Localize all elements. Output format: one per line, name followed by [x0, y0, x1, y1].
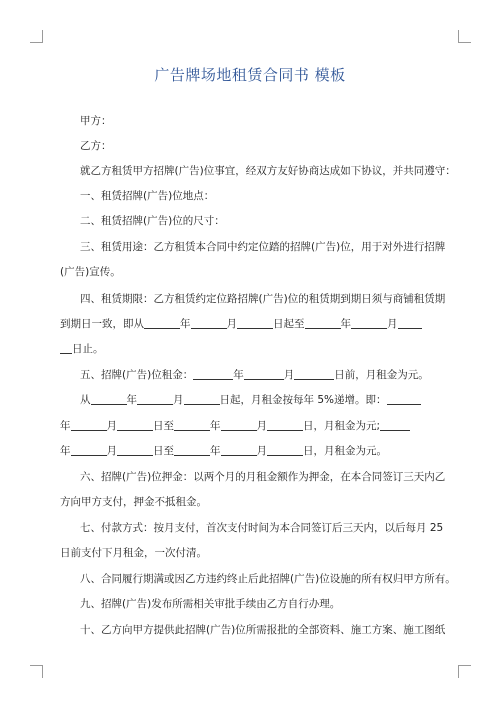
text-segment: 年 [233, 369, 244, 381]
text-segment: 年 [340, 318, 351, 330]
blank-field [267, 419, 303, 431]
text-segment: 日起，月租金按每年 5%递增。即： [219, 394, 387, 406]
rent-schedule-row-2 [60, 419, 410, 433]
blank-field [398, 317, 422, 329]
blank-field [380, 419, 410, 431]
blank-field [117, 419, 153, 431]
rent-schedule-row-3 [60, 444, 387, 458]
clause-10: 十、乙方向甲方提供此招牌(广告)位所需报批的全部资料、施工方案、施工图纸 [80, 624, 446, 636]
blank-field [71, 444, 107, 456]
blank-field [193, 368, 233, 380]
text-segment: 月 [256, 420, 267, 432]
corner-mark-bottom-left [30, 665, 43, 678]
text-segment: 日起至 [273, 318, 305, 330]
text-segment: 日至 [153, 420, 174, 432]
blank-field [267, 444, 303, 456]
text-segment: 日，月租金为元。 [303, 445, 387, 457]
text-segment: 月 [226, 318, 237, 330]
blank-field [221, 444, 257, 456]
blank-field [351, 317, 387, 329]
blank-field [244, 368, 284, 380]
text-segment: 年 [60, 420, 71, 432]
corner-mark-top-right [458, 30, 471, 43]
clause-6-line-2: 方向甲方支付，押金不抵租金。 [60, 496, 207, 508]
text-segment: 日止。 [72, 343, 104, 355]
corner-mark-bottom-right [458, 665, 471, 678]
text-segment: 年 [210, 445, 221, 457]
clause-7-line-2: 日前支付下月租金，一次付清。 [60, 547, 207, 559]
text-segment: 月 [387, 318, 398, 330]
text-segment: 日，月租金为元; [303, 420, 381, 432]
document-title: 广告牌场地租赁合同书 模板 [154, 66, 346, 84]
blank-field [387, 393, 421, 405]
clause-4-line-3 [60, 342, 104, 356]
clause-2: 二、租赁招牌(广告)位的尺寸： [80, 215, 225, 227]
party-a-line: 甲方： [80, 115, 112, 127]
blank-field [237, 317, 273, 329]
text-segment: 年 [60, 445, 71, 457]
blank-field [305, 317, 341, 329]
blank-field [60, 342, 72, 354]
text-segment: 五、招牌(广告)位租金： [80, 369, 194, 381]
clause-4-line-1: 四、租赁期限：乙方租赁约定位路招牌(广告)位的租赁期到期日须与商铺租赁期 [80, 293, 446, 305]
clause-7-line-1: 七、付款方式：按月支付，首次支付时间为本合同签订后三天内，以后每月 25 [80, 522, 444, 534]
clause-1: 一、租赁招牌(广告)位地点： [80, 190, 215, 202]
clause-3-line-1: 三、租赁用途：乙方租赁本合同中约定位踏的招牌(广告)位，用于对外进行招牌 [80, 241, 446, 253]
clause-5-line-1 [80, 368, 429, 382]
text-segment: 月 [256, 445, 267, 457]
blank-field [294, 368, 334, 380]
blank-field [184, 393, 220, 405]
text-segment: 日前，月租金为元。 [334, 369, 429, 381]
text-segment: 月 [106, 420, 117, 432]
blank-field [221, 419, 257, 431]
blank-field [174, 419, 210, 431]
clause-4-line-2 [60, 317, 422, 331]
corner-mark-top-left [30, 30, 43, 43]
clause-8: 八、合同履行期满或因乙方违约终止后此招牌(广告)位设施的所有权归甲方所有。 [80, 573, 456, 585]
text-segment: 到期日一致，即从 [60, 318, 144, 330]
text-segment: 日至 [153, 445, 174, 457]
text-segment: 从 [80, 394, 91, 406]
text-segment: 年 [180, 318, 191, 330]
blank-field [191, 317, 227, 329]
blank-field [137, 393, 173, 405]
blank-field [71, 419, 107, 431]
text-segment: 年 [210, 420, 221, 432]
clause-3-line-2: (广告)宣传。 [60, 266, 121, 278]
clause-6-line-1: 六、招牌(广告)位押金：以两个月的月租金额作为押金，在本合同签订三天内乙 [80, 471, 446, 483]
text-segment: 月 [173, 394, 184, 406]
blank-field [174, 444, 210, 456]
party-b-line: 乙方： [80, 140, 112, 152]
blank-field [91, 393, 127, 405]
text-segment: 年 [126, 394, 137, 406]
clause-9: 九、招牌(广告)发布所需相关审批手续由乙方自行办理。 [80, 598, 341, 610]
blank-field [117, 444, 153, 456]
blank-field [144, 317, 180, 329]
text-segment: 月 [283, 369, 295, 381]
intro-paragraph: 就乙方租赁甲方招牌(广告)位事宜，经双方友好协商达成如下协议，并共同遵守： [80, 165, 456, 177]
text-segment: 月 [106, 445, 117, 457]
rent-schedule-row-1 [80, 393, 421, 407]
